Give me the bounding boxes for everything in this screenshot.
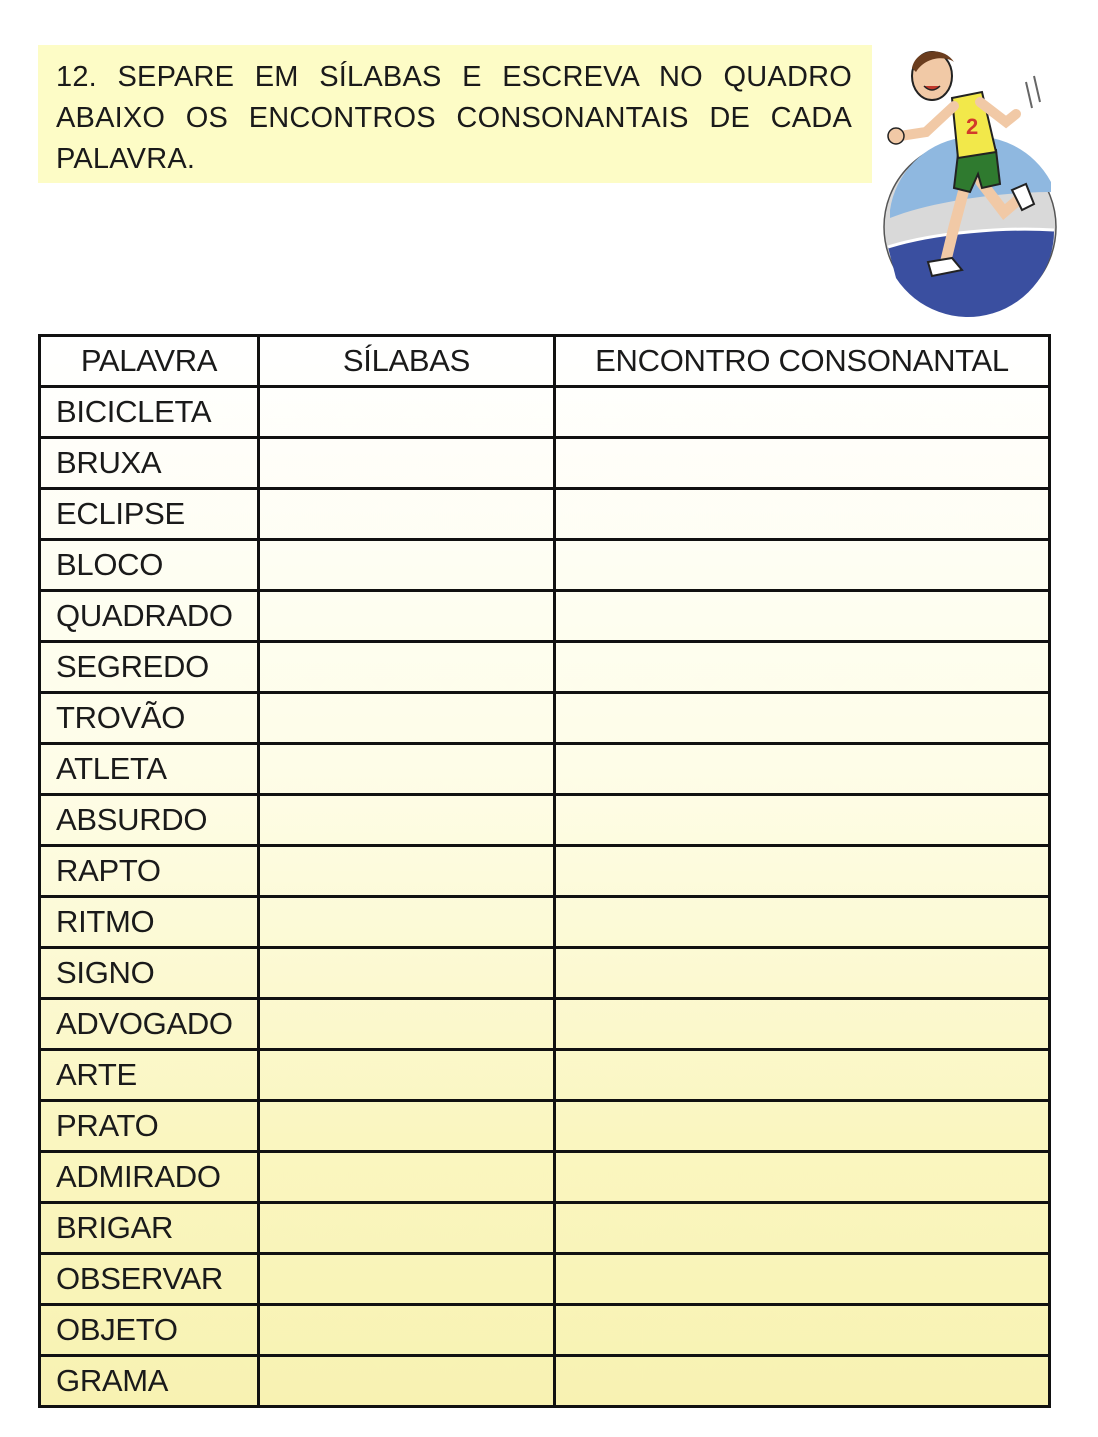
encontro-cell[interactable]: [555, 387, 1050, 438]
word-cell: BRIGAR: [40, 1203, 259, 1254]
encontro-cell[interactable]: [555, 489, 1050, 540]
word-cell: ADVOGADO: [40, 999, 259, 1050]
silabas-cell[interactable]: [259, 438, 555, 489]
silabas-cell[interactable]: [259, 1356, 555, 1407]
silabas-cell[interactable]: [259, 1101, 555, 1152]
table-row: [40, 999, 1050, 1050]
encontro-cell[interactable]: [555, 591, 1050, 642]
encontro-cell[interactable]: [555, 1050, 1050, 1101]
encontro-cell[interactable]: [555, 999, 1050, 1050]
silabas-cell[interactable]: [259, 1152, 555, 1203]
silabas-cell[interactable]: [259, 999, 555, 1050]
encontro-cell[interactable]: [555, 1356, 1050, 1407]
table-row: [40, 1101, 1050, 1152]
track-lane: [888, 229, 1054, 317]
word-cell: SEGREDO: [40, 642, 259, 693]
silabas-cell[interactable]: [259, 1254, 555, 1305]
encontro-cell[interactable]: [555, 897, 1050, 948]
table-row: [40, 693, 1050, 744]
word-cell: ARTE: [40, 1050, 259, 1101]
word-cell: RAPTO: [40, 846, 259, 897]
word-cell: SIGNO: [40, 948, 259, 999]
table-row: [40, 897, 1050, 948]
encontro-cell[interactable]: [555, 744, 1050, 795]
word-cell: OBSERVAR: [40, 1254, 259, 1305]
word-cell: PRATO: [40, 1101, 259, 1152]
silabas-cell[interactable]: [259, 591, 555, 642]
silabas-cell[interactable]: [259, 897, 555, 948]
encontro-cell[interactable]: [555, 1152, 1050, 1203]
header-silabas: SÍLABAS: [259, 336, 555, 387]
table-row: [40, 1203, 1050, 1254]
table-row: [40, 1254, 1050, 1305]
table-row: [40, 1152, 1050, 1203]
runner-front-arm: [900, 106, 954, 136]
instruction-text: 12. SEPARE EM SÍLABAS E ESCREVA NO QUADRO ABAIXO OS ENCONTROS CONSONANTAIS DE CADA PALAVRA.: [56, 61, 852, 175]
encontro-cell[interactable]: [555, 948, 1050, 999]
runner-fist: [888, 128, 904, 144]
table-row: [40, 642, 1050, 693]
encontro-cell[interactable]: [555, 795, 1050, 846]
header-encontro: ENCONTRO CONSONANTAL: [555, 336, 1050, 387]
encontro-cell[interactable]: [555, 693, 1050, 744]
table-row: [40, 795, 1050, 846]
table-row: [40, 948, 1050, 999]
table-row: [40, 591, 1050, 642]
word-cell: RITMO: [40, 897, 259, 948]
runner-icon: [866, 42, 1062, 318]
word-cell: QUADRADO: [40, 591, 259, 642]
encontro-cell[interactable]: [555, 540, 1050, 591]
bib-number: 2: [966, 114, 979, 139]
word-cell: ECLIPSE: [40, 489, 259, 540]
silabas-cell[interactable]: [259, 1050, 555, 1101]
table-row: [40, 438, 1050, 489]
silabas-cell[interactable]: [259, 387, 555, 438]
silabas-cell[interactable]: [259, 1203, 555, 1254]
table-row: [40, 540, 1050, 591]
silabas-cell[interactable]: [259, 489, 555, 540]
silabas-cell[interactable]: [259, 540, 555, 591]
word-cell: BRUXA: [40, 438, 259, 489]
silabas-cell[interactable]: [259, 744, 555, 795]
encontro-cell[interactable]: [555, 1254, 1050, 1305]
encontro-cell[interactable]: [555, 846, 1050, 897]
word-cell: BICICLETA: [40, 387, 259, 438]
silabas-cell[interactable]: [259, 846, 555, 897]
encontro-cell[interactable]: [555, 1305, 1050, 1356]
word-cell: BLOCO: [40, 540, 259, 591]
table-row: [40, 846, 1050, 897]
silabas-cell[interactable]: [259, 1305, 555, 1356]
word-cell: GRAMA: [40, 1356, 259, 1407]
table-row: [40, 387, 1050, 438]
encontro-cell[interactable]: [555, 642, 1050, 693]
silabas-cell[interactable]: [259, 642, 555, 693]
table-header-row: [40, 336, 1050, 387]
worksheet-table: [38, 334, 1051, 1408]
word-cell: OBJETO: [40, 1305, 259, 1356]
silabas-cell[interactable]: [259, 948, 555, 999]
encontro-cell[interactable]: [555, 438, 1050, 489]
table-row: [40, 1356, 1050, 1407]
table-row: [40, 744, 1050, 795]
word-cell: ABSURDO: [40, 795, 259, 846]
silabas-cell[interactable]: [259, 795, 555, 846]
table-row: [40, 1050, 1050, 1101]
table-row: [40, 1305, 1050, 1356]
motion-lines: [1026, 76, 1040, 108]
instruction-box: [38, 45, 872, 183]
word-cell: ATLETA: [40, 744, 259, 795]
header-palavra: PALAVRA: [40, 336, 259, 387]
silabas-cell[interactable]: [259, 693, 555, 744]
table-row: [40, 489, 1050, 540]
word-cell: TROVÃO: [40, 693, 259, 744]
word-cell: ADMIRADO: [40, 1152, 259, 1203]
encontro-cell[interactable]: [555, 1203, 1050, 1254]
encontro-cell[interactable]: [555, 1101, 1050, 1152]
